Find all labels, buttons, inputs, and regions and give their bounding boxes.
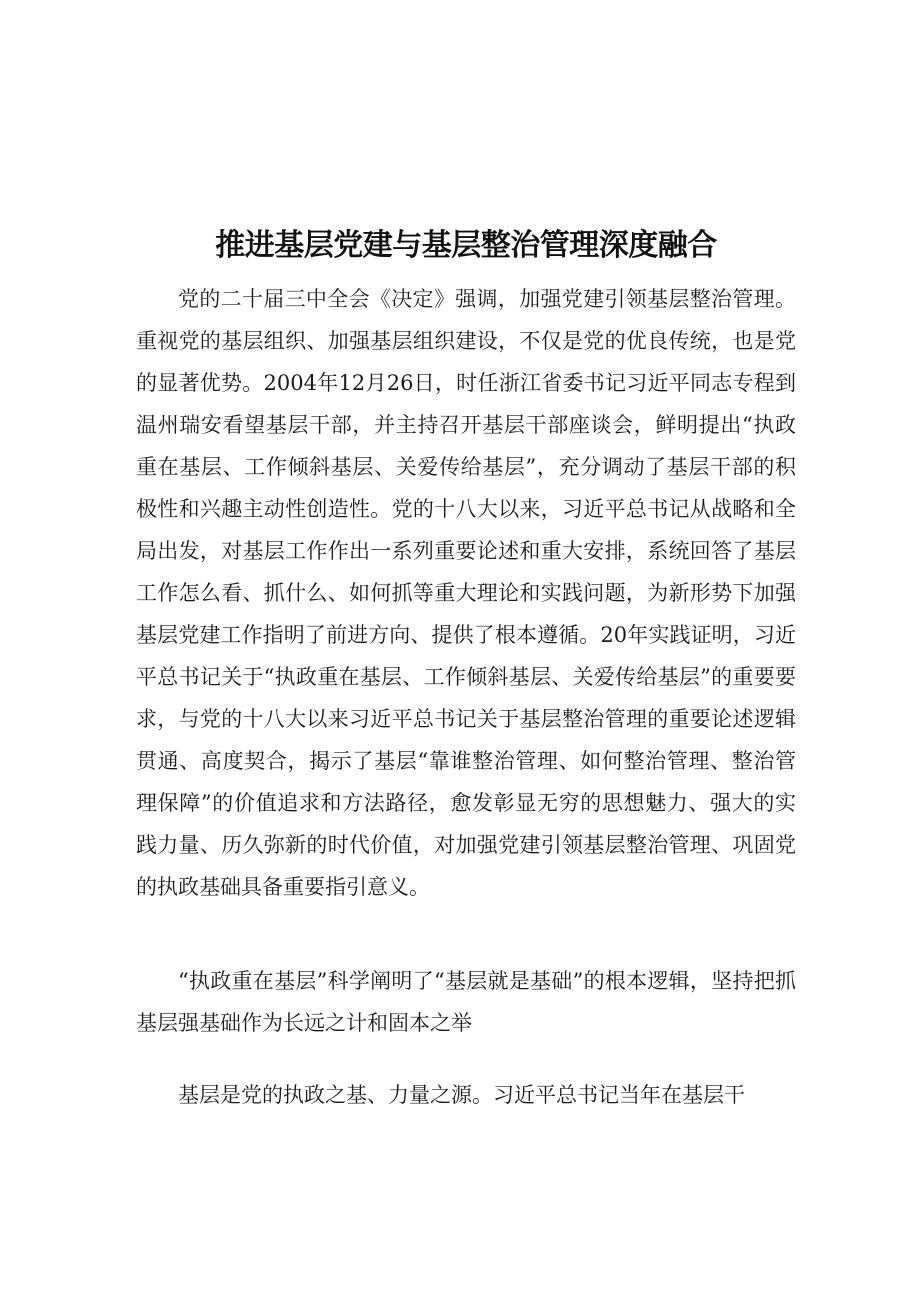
document-title: 推进基层党建与基层整治管理深度融合 bbox=[215, 228, 717, 263]
paragraph-2: “执政重在基层”科学阐明了“基层就是基础”的根本逻辑，坚持把抓基层强基础作为长远之计和固本之举 bbox=[136, 969, 796, 1035]
paragraph-1: 党的二十届三中全会《决定》强调，加强党建引领基层整治管理。重视党的基层组织、加强基层组织建设，不仅是党的优良传统，也是党的显著优势。2004年12月26日，时任浙江省委书记习近平同志专程到温州瑞安看望基层干部，并主持召开基层干部座谈会，鲜明提出“执政重在基层、工作倾斜基层、关爱传给基层”，充分调动了基层干部的积极性和兴趣主动性创造性。党的十八大以来，习近平总书记从战略和全局出发，对基层工作作出一系列重要论述和重大安排，系统回答了基层工作怎么看、抓什么、如何抓等重大理论和实践问题，为新形势下加强基层党建工作指明了前进方向、提供了根本遵循。20年实践证明，习近平总书记关于“执政重在基层、工作倾斜基层、关爱传给基层”的重要要求，与党的十八大以来习近平总书记关于基层整治管理的重要论述逻辑贯通、高度契合，揭示了基层“靠谁整治管理、如何整治管理、整治管理保障”的价值追求和方法路径，愈发彰显无穷的思想魅力、强大的实践力量、历久弥新的时代价值，对加强党建引领基层整治管理、巩固党的执政基础具备重要指引意义。 bbox=[136, 287, 796, 899]
paragraph-3: 基层是党的执政之基、力量之源。习近平总书记当年在基层干 bbox=[178, 1083, 745, 1107]
